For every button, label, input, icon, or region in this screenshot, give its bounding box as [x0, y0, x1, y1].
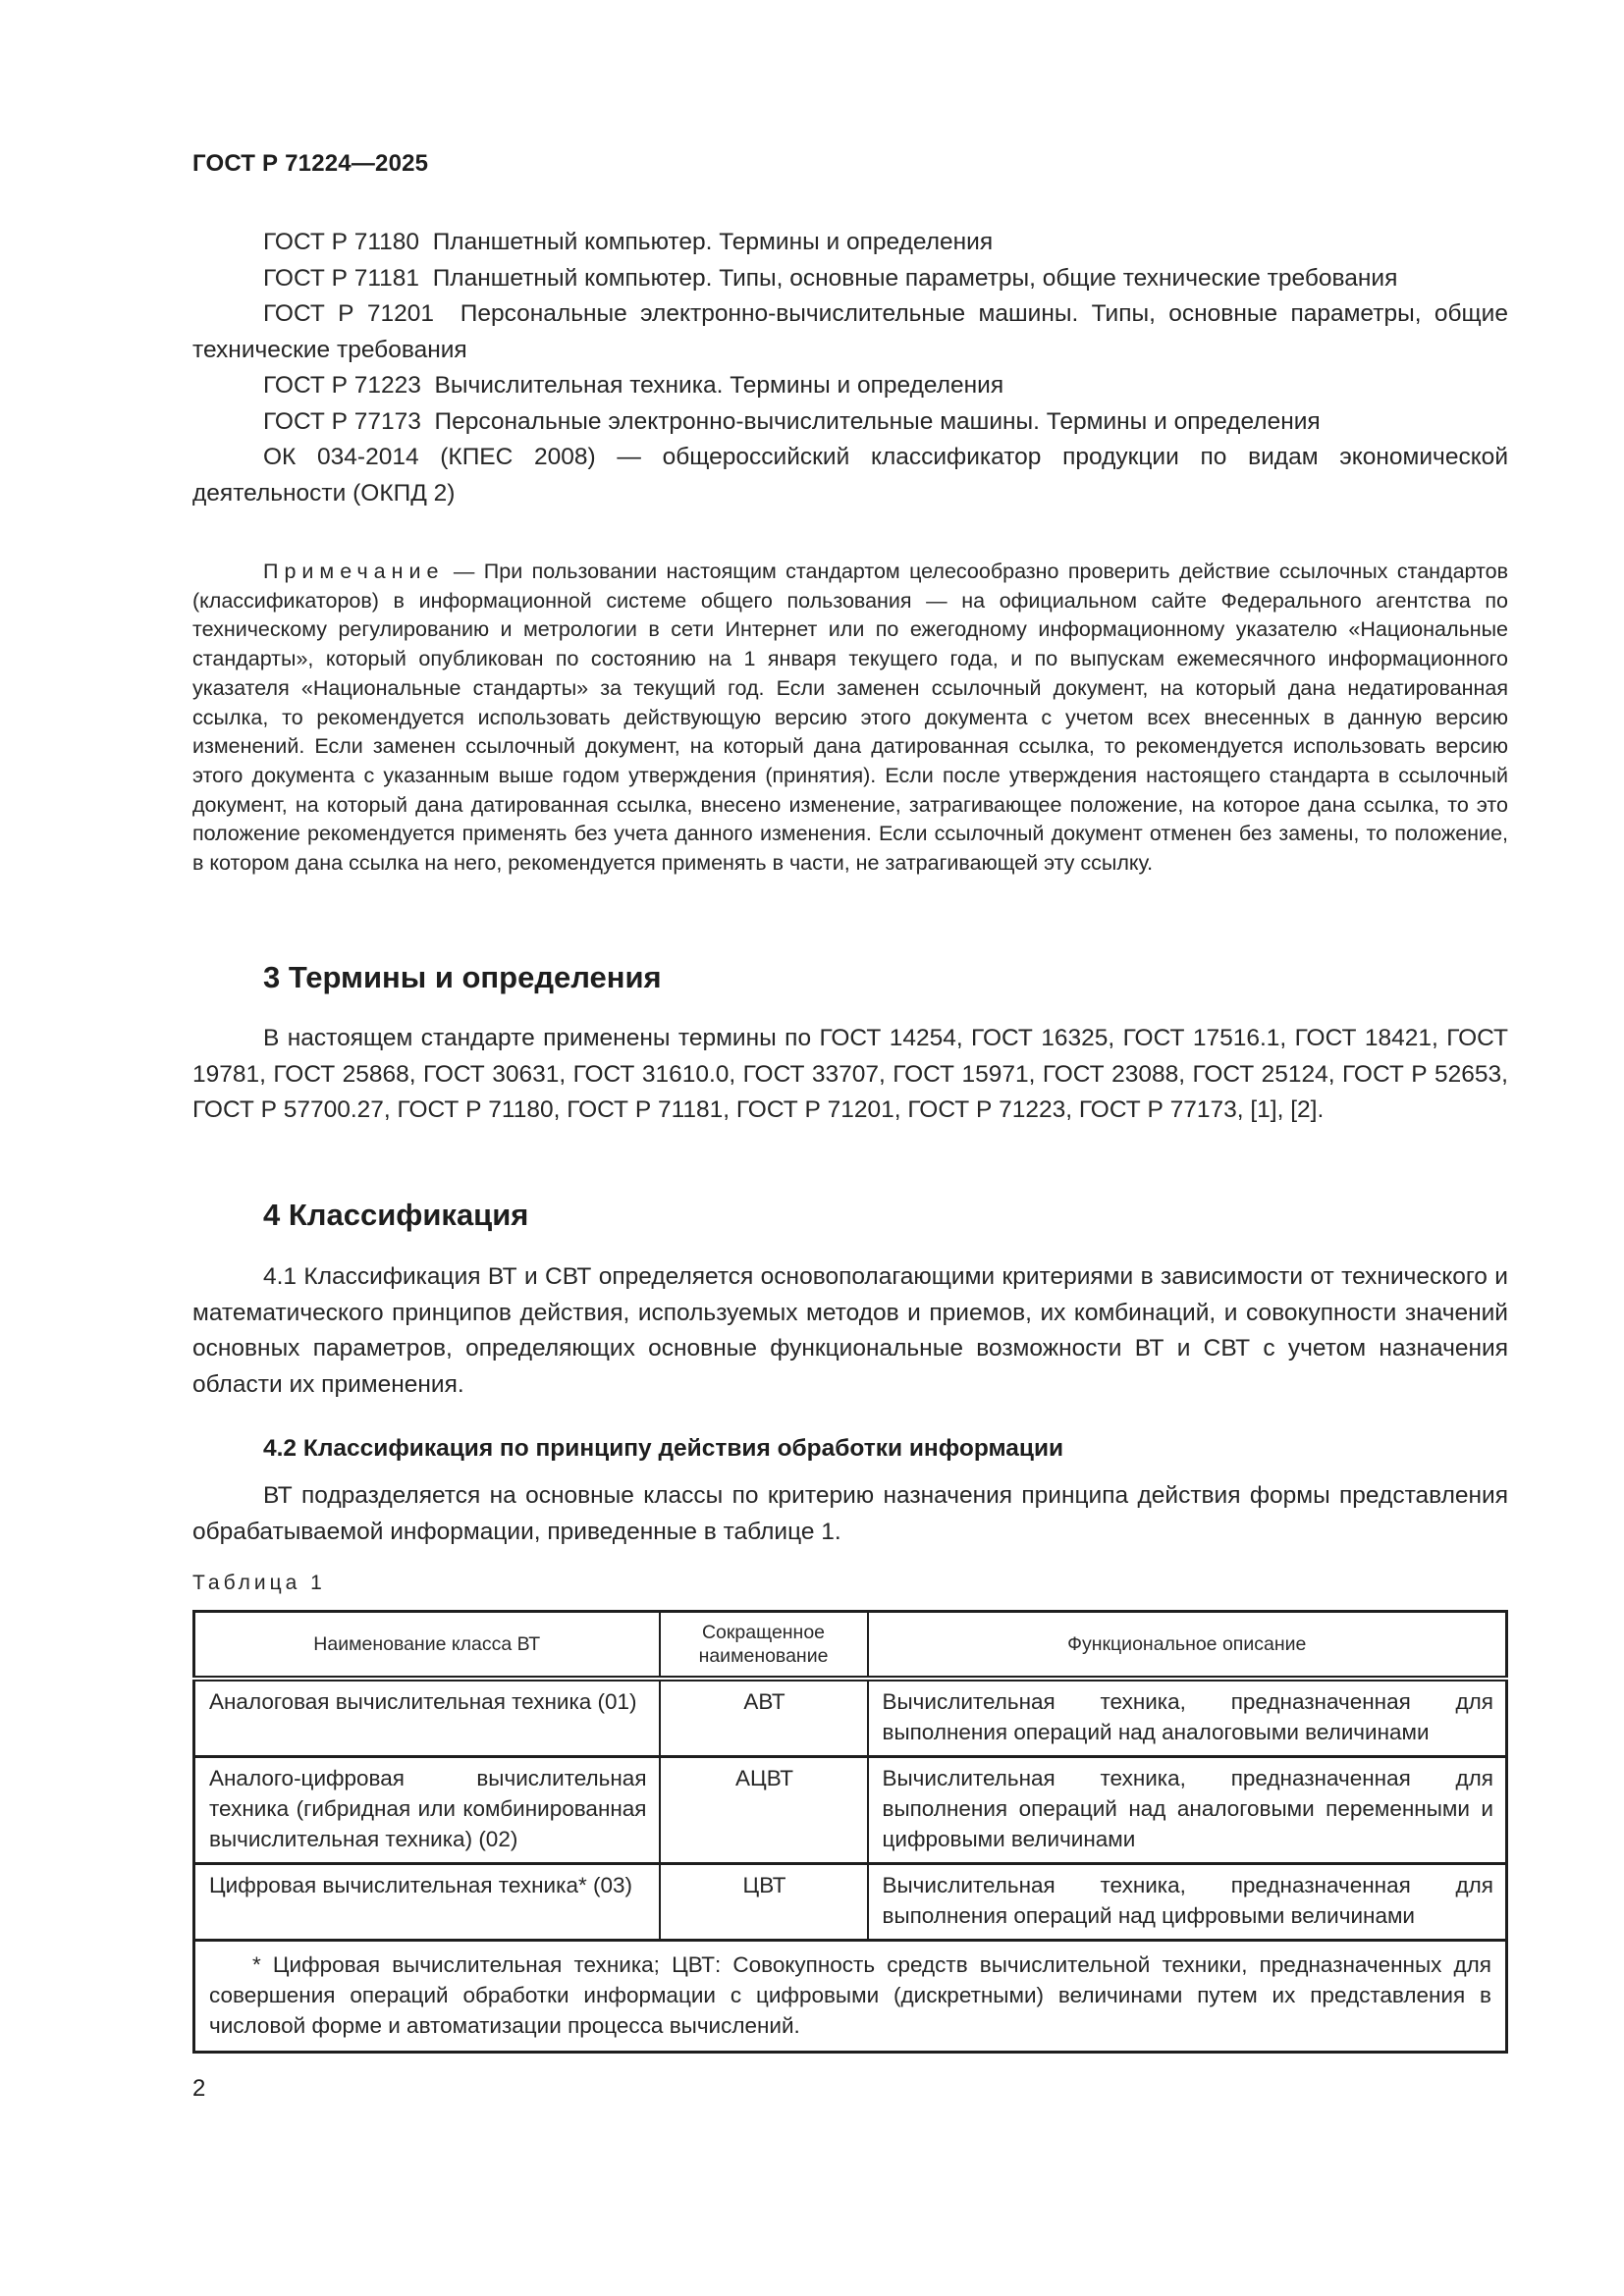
section-3-text: В настоящем стандарте применены термины по ГОСТ 14254, ГОСТ 16325, ГОСТ 17516.1, ГОСТ 18421, ГОСТ 19781, ГОСТ 25868, ГОСТ 30631, ГОСТ 31610.0, ГОСТ 33707, ГОСТ 15971, ГОСТ 23088, ГОСТ 25124, ГОСТ Р 52653, ГОСТ Р 57700.27, ГОСТ Р 71180, ГОСТ Р 71181, ГОСТ Р 71201, ГОСТ Р 71223, ГОСТ Р 77173, [1], [2].: [192, 1025, 1508, 1123]
class-name-cell: Аналого-цифровая вычислительная техника (гибридная или комбинированная вычислительная техника) (02): [194, 1756, 660, 1863]
reference-item: [192, 440, 1508, 511]
section-4-1-text: 4.1 Классификация ВТ и СВТ определяется основополагающими критериями в зависимости от технического и математического принципов действия, используемых методов и приемов, их комбинаций, и совокупности значений основных параметров, определяющих основные функциональные возможности ВТ и СВТ с учетом назначения области их применения.: [192, 1263, 1508, 1398]
section-4-title: 4 Классификация: [263, 1198, 529, 1232]
document-header-id: ГОСТ Р 71224—2025: [192, 150, 429, 177]
section-3-title: 3 Термины и определения: [263, 960, 662, 994]
abbreviation-cell: АВТ: [660, 1679, 868, 1757]
reference-code: ГОСТ Р 71180: [263, 229, 420, 255]
column-header: Функциональное описание: [868, 1612, 1507, 1679]
reference-code: ГОСТ Р 77173: [263, 407, 421, 435]
reference-item: [192, 225, 1508, 261]
column-header: Сокращенное наименование: [660, 1612, 868, 1679]
note-paragraph: [192, 558, 1508, 879]
reference-title: Вычислительная техника. Термины и определения: [434, 372, 1004, 399]
table-row: [194, 1756, 1507, 1863]
subsection-4-2-title: 4.2 Классификация по принципу действия обработки информации: [263, 1435, 1064, 1462]
reference-item: [192, 261, 1508, 297]
table-footnote-row: [194, 1940, 1507, 2052]
abbreviation-cell: АЦВТ: [660, 1756, 868, 1863]
column-header: Наименование класса ВТ: [194, 1612, 660, 1679]
reference-item: [192, 296, 1508, 368]
reference-title: Планшетный компьютер. Типы, основные параметры, общие технические требования: [432, 264, 1398, 292]
table-caption: Таблица 1: [192, 1572, 326, 1594]
subsection-4-2-text: ВТ подразделяется на основные классы по критерию назначения принципа действия формы представления обрабатываемой информации, приведенные в таблице 1.: [192, 1482, 1508, 1545]
table-header-row: [194, 1612, 1507, 1679]
reference-item: [192, 404, 1508, 441]
reference-title: — общероссийский классификатор продукции по видам экономической деятельности (ОКПД 2): [192, 444, 1508, 507]
classification-table: [192, 1610, 1508, 2054]
reference-code: ГОСТ Р 71223: [263, 372, 421, 399]
reference-title: Персональные электронно-вычислительные машины. Типы, основные параметры, общие технические требования: [192, 300, 1508, 363]
class-name-cell: Аналоговая вычислительная техника (01): [194, 1679, 660, 1757]
note-text: — При пользовании настоящим стандартом целесообразно проверить действие ссылочных стандартов (классификаторов) в информационной системе общего пользования — на официальном сайте Федерального агентства по техническому регулированию и метрологии в сети Интернет или по ежегодному информационному указателю «Национальные стандарты», который опубликован по состоянию на 1 января текущего года, и по выпускам ежемесячного информационного указателя «Национальные стандарты» за текущий год. Если заменен ссылочный документ, на который дана недатированная ссылка, то рекомендуется использовать действующую версию этого документа с учетом всех внесенных в данную версию изменений. Если заменен ссылочный документ, на который дана датированная ссылка, то рекомендуется использовать версию этого документа с указанным выше годом утверждения (принятия). Если после утверждения настоящего стандарта в ссылочный документ, на который дана датированная ссылка, внесено изменение, затрагивающее положение, на которое дана ссылка, то это положение рекомендуется применять без учета данного изменения. Если ссылочный документ отменен без замены, то положение, в котором дана ссылка на него, рекомендуется применять в части, не затрагивающей эту ссылку.: [192, 560, 1508, 876]
note-label: Примечание: [263, 560, 445, 583]
table-footnote: * Цифровая вычислительная техника; ЦВТ: Совокупность средств вычислительной техники, предназначенных для совершения операций обработки информации с цифровыми (дискретными) величинами путем их представления в числовой форме и автоматизации процесса вычислений.: [194, 1940, 1507, 2052]
description-cell: Вычислительная техника, предназначенная для выполнения операций над аналоговыми переменными и цифровыми величинами: [868, 1756, 1507, 1863]
abbreviation-cell: ЦВТ: [660, 1863, 868, 1940]
table-row: [194, 1863, 1507, 1940]
normative-references-list: [192, 225, 1508, 511]
description-cell: Вычислительная техника, предназначенная для выполнения операций над цифровыми величинами: [868, 1863, 1507, 1940]
class-name-cell: Цифровая вычислительная техника* (03): [194, 1863, 660, 1940]
reference-code: ГОСТ Р 71201: [263, 300, 434, 327]
page-number: 2: [192, 2075, 206, 2102]
reference-title: Персональные электронно-вычислительные машины. Термины и определения: [434, 407, 1321, 435]
reference-code: ГОСТ Р 71181: [263, 264, 420, 292]
table-row: [194, 1679, 1507, 1757]
description-cell: Вычислительная техника, предназначенная для выполнения операций над аналоговыми величинами: [868, 1679, 1507, 1757]
reference-title: Планшетный компьютер. Термины и определения: [432, 229, 994, 255]
reference-code: ОК 034-2014 (КПЕС 2008): [263, 444, 596, 470]
reference-item: [192, 368, 1508, 404]
